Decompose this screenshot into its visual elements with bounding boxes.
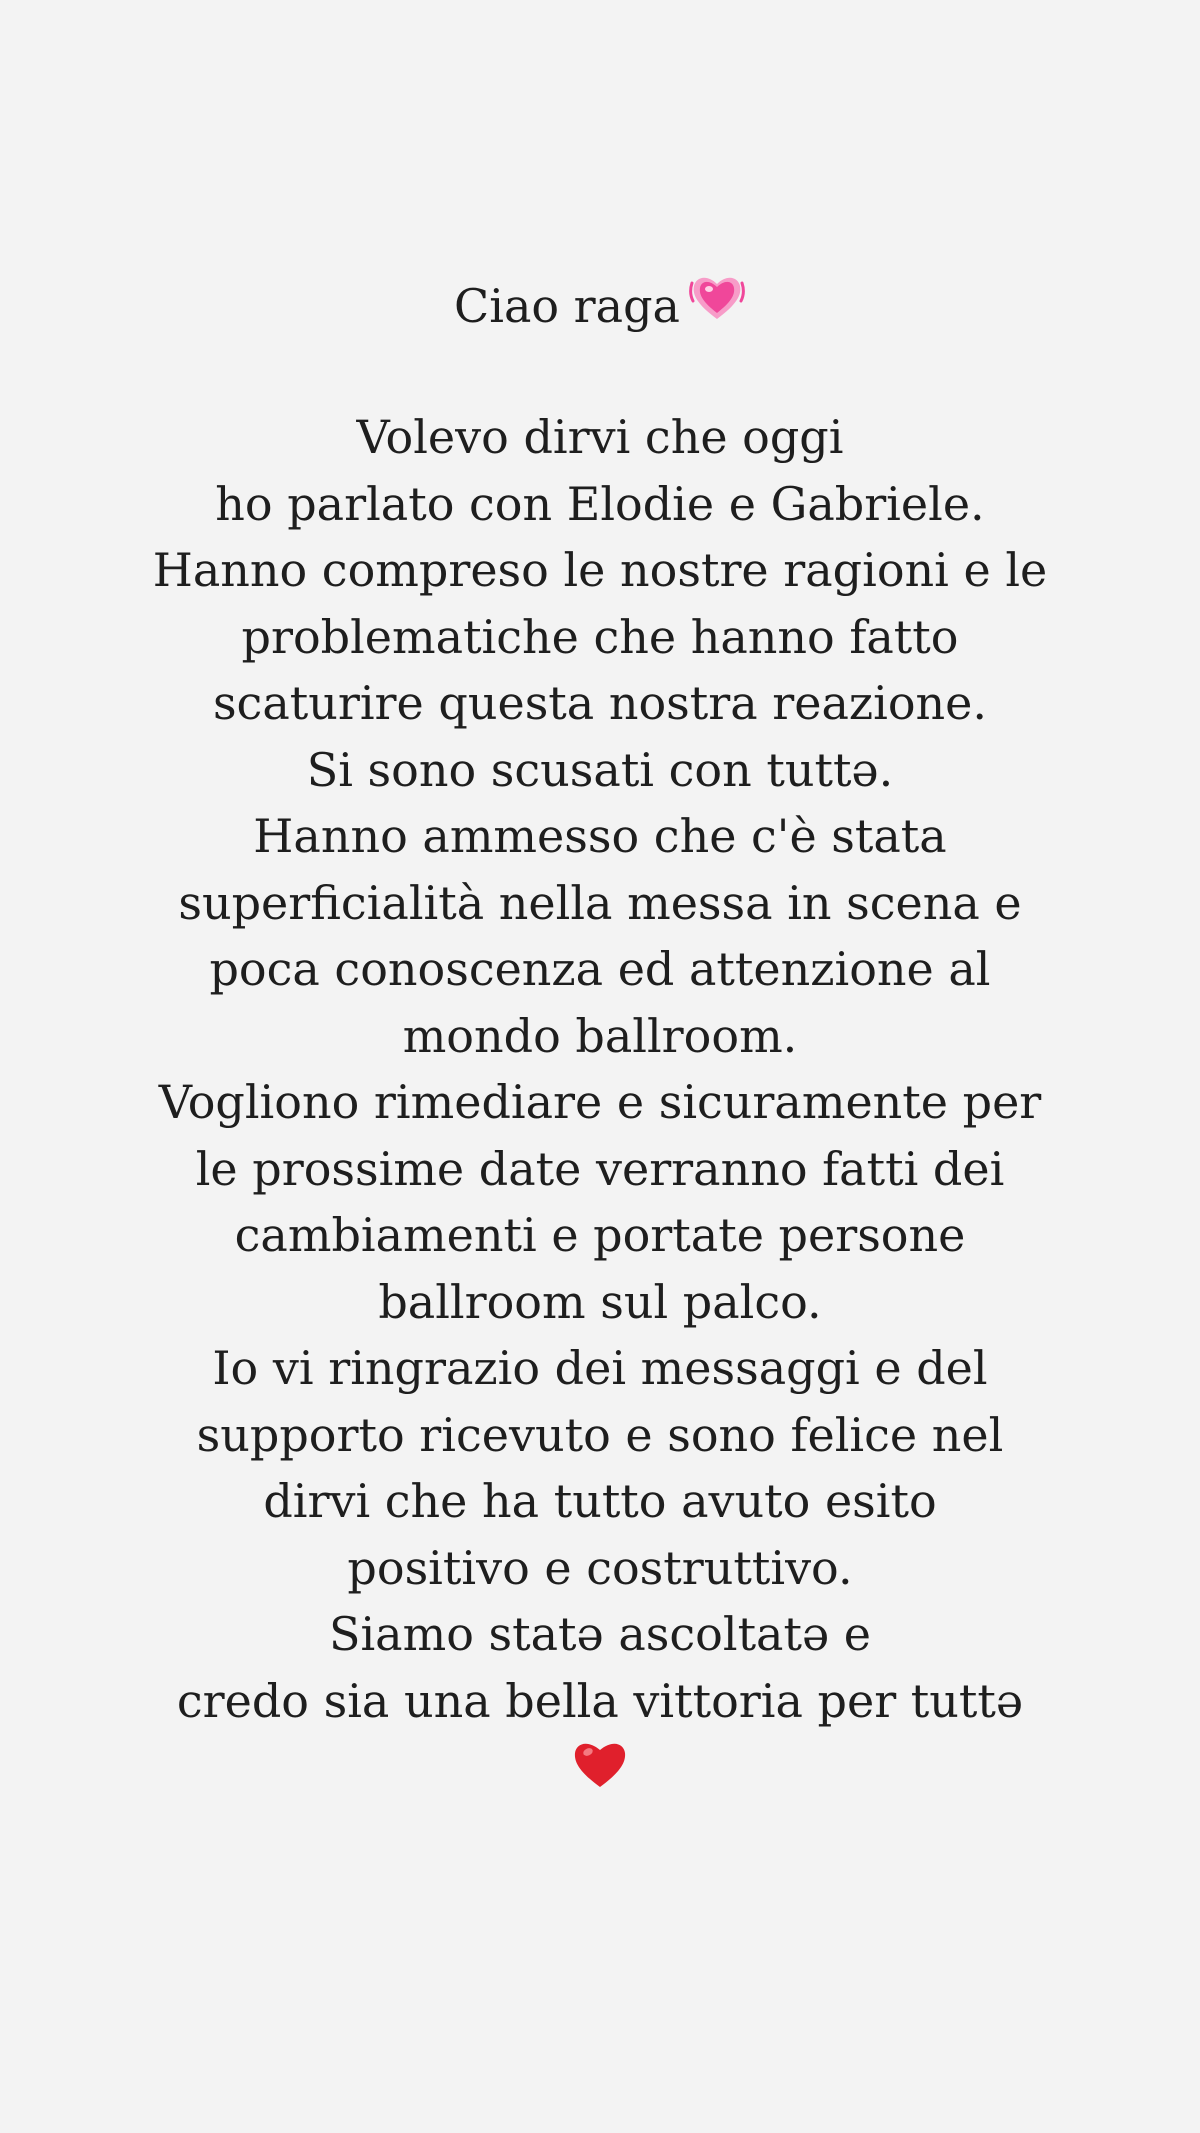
message-line-4: problematiche che hanno fatto bbox=[241, 609, 959, 664]
message-line-11: Vogliono rimediare e sicuramente per bbox=[158, 1075, 1042, 1129]
message-line-8: superficialità nella messa in scena e bbox=[178, 875, 1022, 930]
message-line-19: Siamo statə ascoltatə e bbox=[328, 1607, 872, 1661]
message-line-7: Hanno ammesso che c'è stata bbox=[253, 809, 947, 863]
story-message bbox=[60, 404, 1140, 1808]
message-line-2: ho parlato con Elodie e Gabriele. bbox=[215, 476, 985, 531]
message-line-3: Hanno compreso le nostre ragioni e le bbox=[152, 543, 1048, 597]
greeting-line bbox=[60, 273, 1140, 345]
message-line-17: dirvi che ha tutto avuto esito bbox=[263, 1474, 937, 1528]
growing-heart-icon bbox=[688, 271, 746, 341]
message-line-1: Volevo dirvi che oggi bbox=[356, 410, 844, 464]
message-line-13: cambiamenti e portate persone bbox=[234, 1208, 966, 1262]
red-heart-icon bbox=[572, 1738, 628, 1808]
message-line-12: le prossime date verranno fatti dei bbox=[195, 1141, 1005, 1196]
greeting-text: Ciao raga bbox=[454, 279, 680, 333]
message-line-9: poca conoscenza ed attenzione al bbox=[209, 942, 991, 996]
message-line-16: supporto ricevuto e sono felice nel bbox=[196, 1407, 1004, 1462]
message-line-20: credo sia una bella vittoria per tuttə bbox=[176, 1673, 1024, 1728]
message-line-15: Io vi ringrazio dei messaggi e del bbox=[212, 1341, 988, 1395]
message-line-18: positivo e costruttivo. bbox=[347, 1540, 853, 1595]
closing-heart-line bbox=[60, 1734, 1140, 1808]
message-line-6: Si sono scusati con tuttə. bbox=[306, 742, 894, 797]
message-line-14: ballroom sul palco. bbox=[378, 1274, 822, 1329]
message-line-10: mondo ballroom. bbox=[402, 1008, 798, 1063]
message-line-5: scaturire questa nostra reazione. bbox=[212, 676, 988, 730]
